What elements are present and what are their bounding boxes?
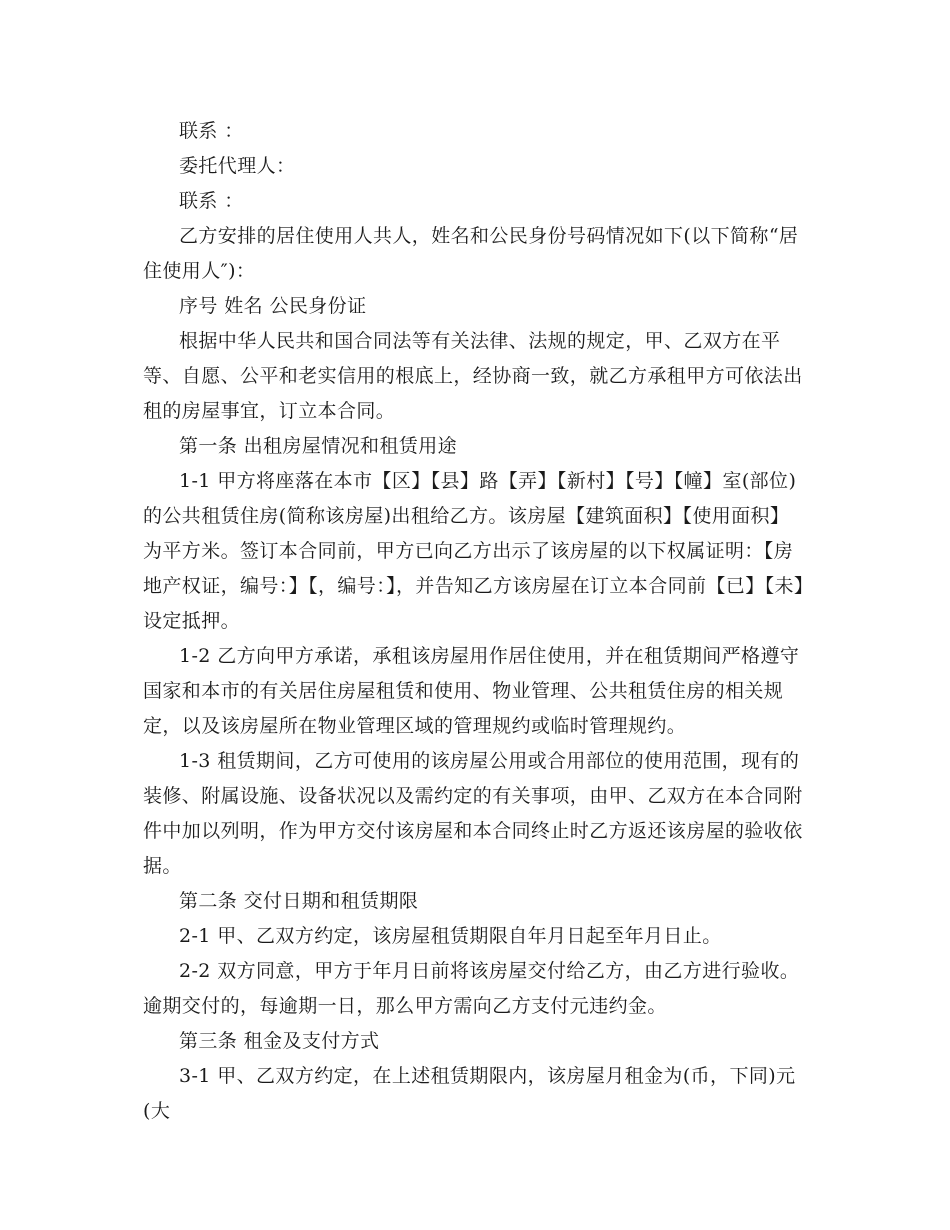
preamble-paragraph: 根据中华人民共和国合同法等有关法律、法规的规定，甲、乙双方在平等、自愿、公平和老实信用的根底上，经协商一致，就乙方承租甲方可依法出租的房屋事宜，订立本合同。 <box>143 330 803 422</box>
residents-paragraph: 乙方安排的居住使用人共人，姓名和公民身份号码情况如下(以下简称“居住使用人″)： <box>143 225 799 282</box>
residents-table-header: 序号 姓名 公民身份证 <box>179 295 367 317</box>
clause-3-1: 3-1 甲、乙双方约定，在上述租赁期限内，该房屋月租金为(币，下同)元(大 <box>143 1065 796 1122</box>
contact-line-2: 联系 ： <box>179 190 244 212</box>
clause-1-1: 1-1 甲方将座落在本市【区】【县】路【弄】【新村】【号】【幢】室(部位)的公共租赁住房(简称该房屋)出租给乙方。该房屋【建筑面积】【使用面积】为平方米。签订本合同前，甲方已向乙方出示了该房屋的以下权属证明：【房地产权证，编号：】【，编号：】，并告知乙方该房屋在订立本合同前【已】【未】设定抵押。 <box>143 470 804 632</box>
clause-1-3: 1-3 租赁期间，乙方可使用的该房屋公用或合用部位的使用范围，现有的装修、附属设施、设备状况以及需约定的有关事项，由甲、乙双方在本合同附件中加以列明，作为甲方交付该房屋和本合同终止时乙方返还该房屋的验收依据。 <box>143 750 803 877</box>
contact-line-1: 联系 ： <box>179 120 244 142</box>
clause-1-2: 1-2 乙方向甲方承诺，承租该房屋用作居住使用，并在租赁期间严格遵守国家和本市的有关居住房屋租赁和使用、物业管理、公共租赁住房的相关规定，以及该房屋所在物业管理区域的管理规约或临时管理规约。 <box>143 645 800 737</box>
document-body <box>143 114 808 1129</box>
article-3-heading: 第三条 租金及支付方式 <box>179 1030 380 1052</box>
clause-2-2: 2-2 双方同意，甲方于年月日前将该房屋交付给乙方，由乙方进行验收。逾期交付的，每逾期一日，那么甲方需向乙方支付元违约金。 <box>143 960 800 1017</box>
article-1-heading: 第一条 出租房屋情况和租赁用途 <box>179 435 458 457</box>
agent-line: 委托代理人： <box>179 155 296 177</box>
clause-2-1: 2-1 甲、乙双方约定，该房屋租赁期限自年月日起至年月日止。 <box>179 925 722 947</box>
article-2-heading: 第二条 交付日期和租赁期限 <box>179 890 419 912</box>
